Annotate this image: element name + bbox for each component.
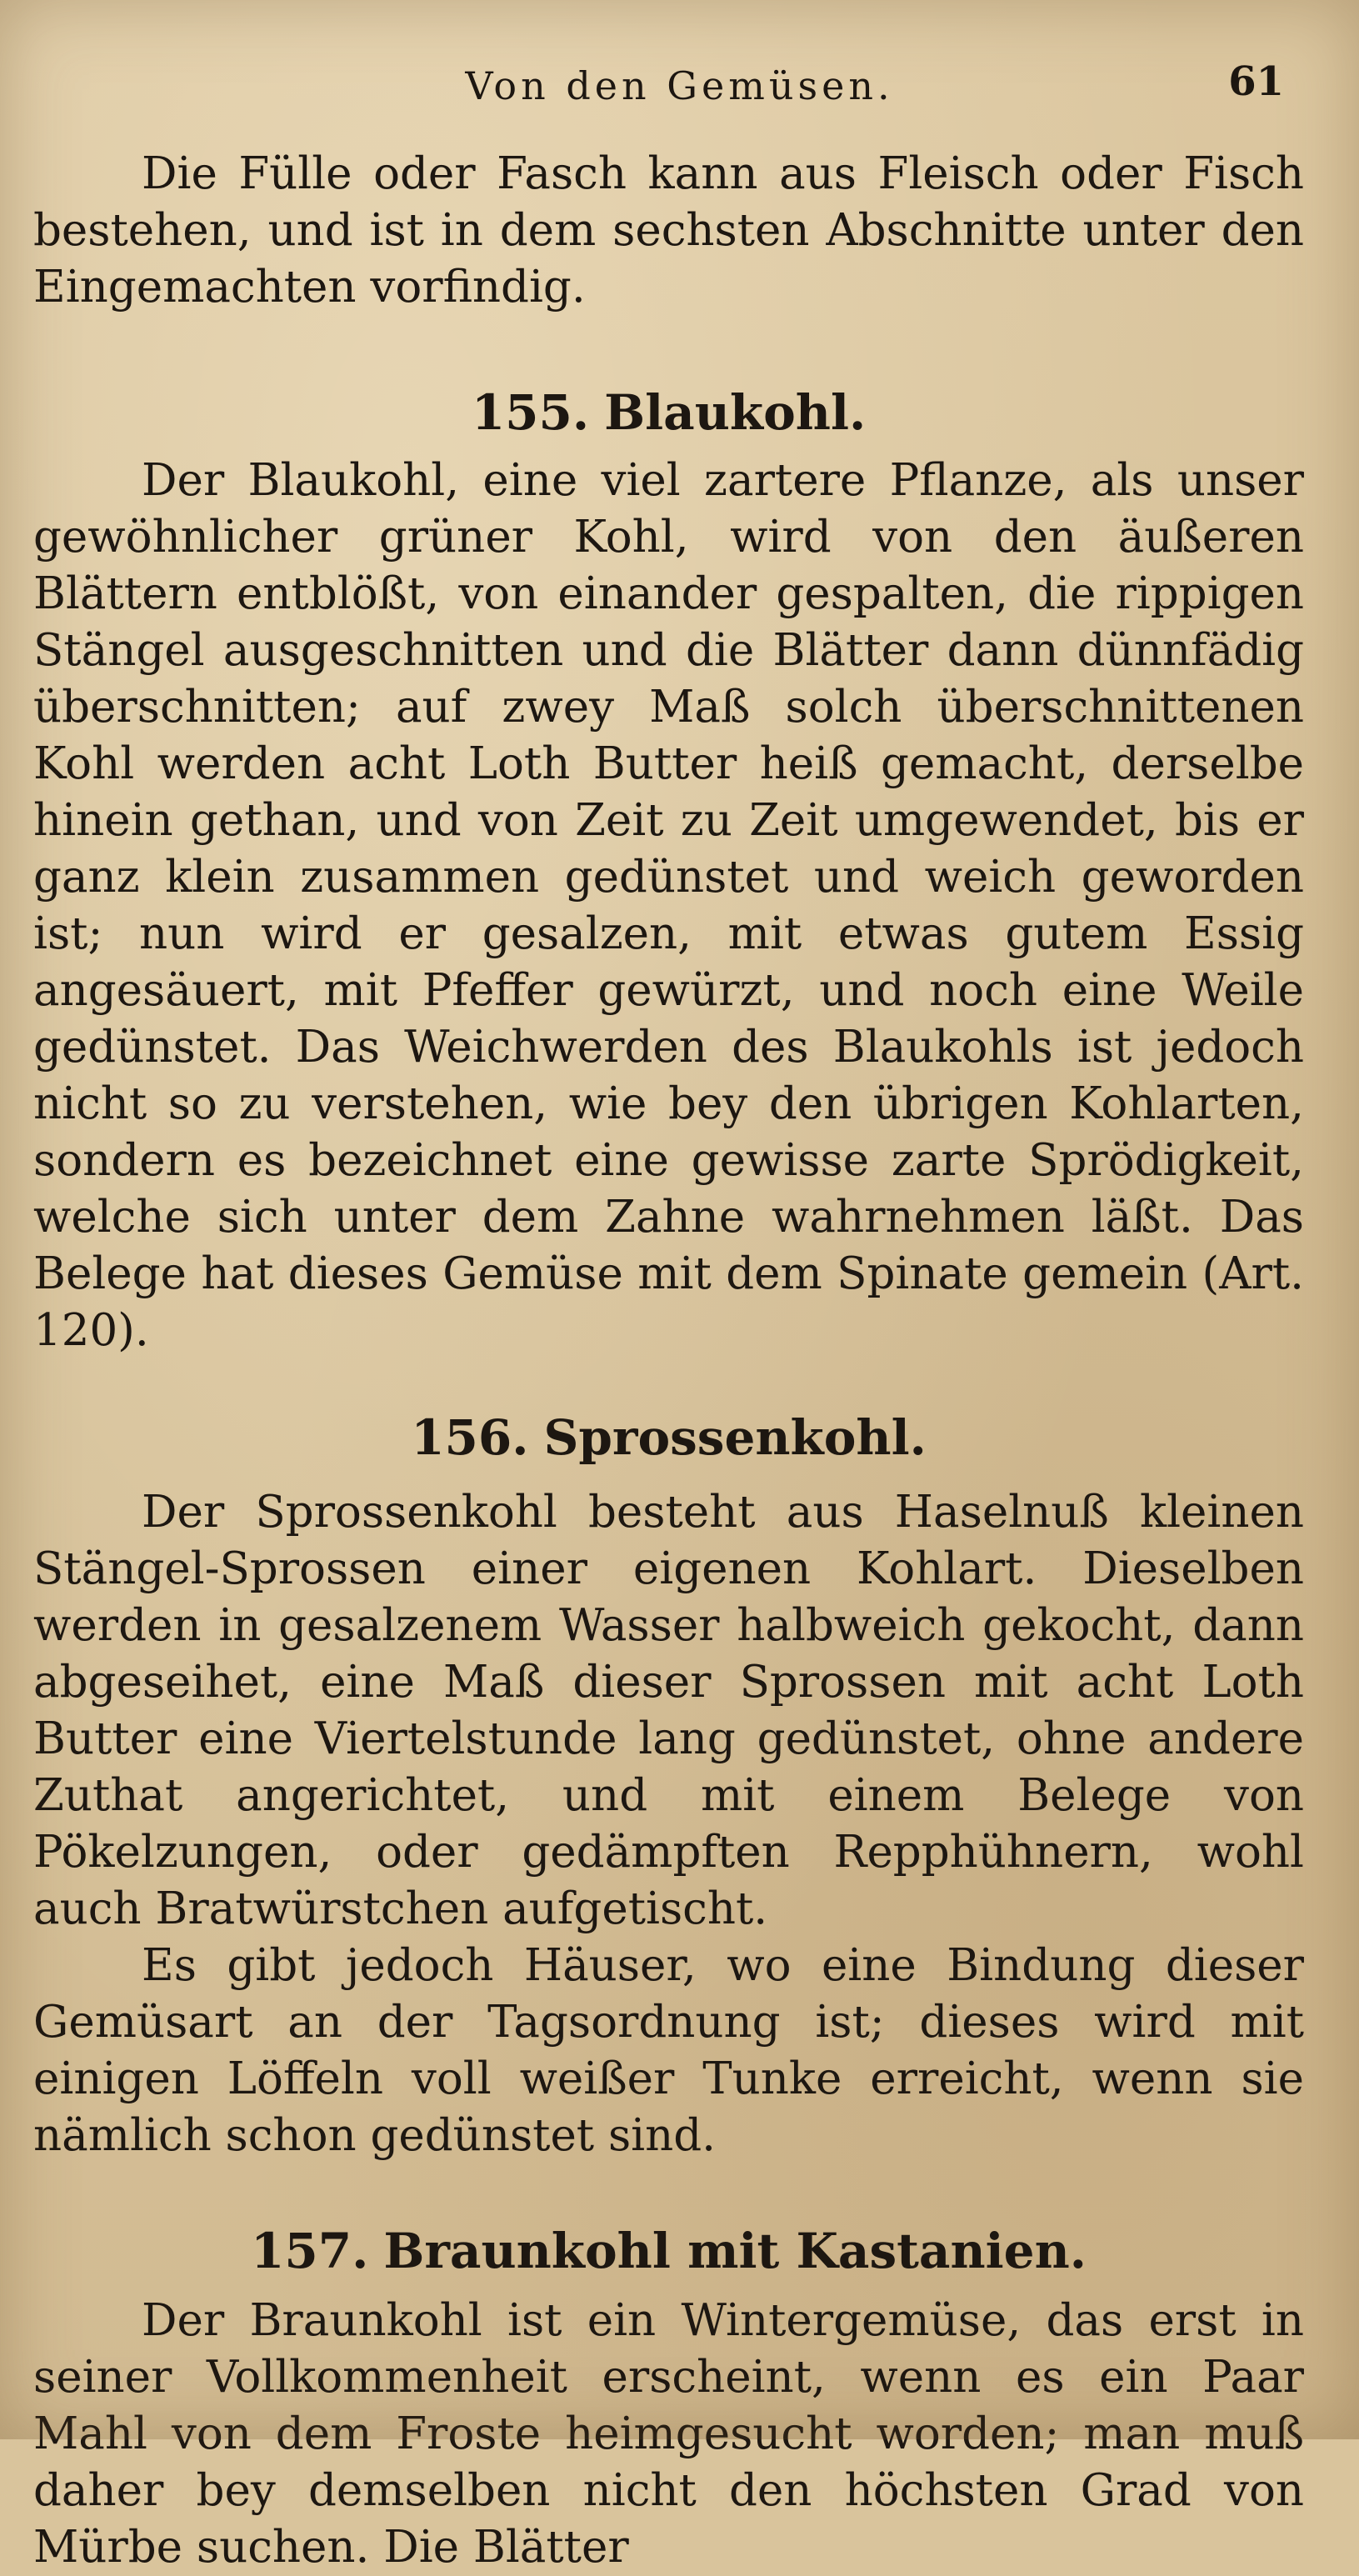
paragraph: Der Sprossenkohl besteht aus Haselnuß kleinen Stängel-Sprossen einer eigenen Kohlart. Dieselben werden in gesalzenem Wasser halbweich gekocht, dann abgeseihet, eine Maß dieser Sprossen mit acht Loth Butter eine Viertelstunde lang gedünstet, ohne andere Zuthat angerichtet, und mit einem Belege von Pökelzungen, oder gedämpften Repphühnern, wohl auch Bratwürstchen aufgetischt. bbox=[33, 1487, 1304, 1934]
section-number: 157. bbox=[251, 2223, 369, 2279]
section-heading-155 bbox=[33, 384, 1304, 441]
section-title: Blaukohl. bbox=[604, 384, 867, 441]
page-number: 61 bbox=[1228, 58, 1284, 105]
running-head: Von den Gemüsen. bbox=[465, 63, 894, 108]
section-heading-157 bbox=[33, 2223, 1304, 2279]
page-body bbox=[33, 146, 1304, 2576]
page-header bbox=[33, 58, 1326, 117]
section-title: Braunkohl mit Kastanien. bbox=[383, 2223, 1087, 2279]
section-title: Sprossenkohl. bbox=[543, 1409, 927, 1466]
section-number: 156. bbox=[411, 1409, 529, 1466]
paragraph: Der Blaukohl, eine viel zartere Pflanze, als unser gewöhnlicher grüner Kohl, wird von den äußeren Blättern entblößt, von einander gespalten, die rippigen Stängel ausgeschnitten und die Blätter dann dünnfädig überschnitten; auf zwey Maß solch überschnittenen Kohl werden acht Loth Butter heiß gemacht, derselbe hinein gethan, und von Zeit zu Zeit umgewendet, bis er ganz klein zusammen gedünstet und weich geworden ist; nun wird er gesalzen, mit etwas gutem Essig angesäuert, mit Pfeffer gewürzt, und noch eine Weile gedünstet. Das Weichwerden des Blaukohls ist jedoch nicht so zu verstehen, wie bey den übrigen Kohlarten, sondern es bezeichnet eine gewisse zarte Sprödigkeit, welche sich unter dem Zahne wahrnehmen läßt. Das Belege hat dieses Gemüse mit dem Spinate gemein (Art. 120). bbox=[33, 455, 1304, 1356]
paragraph: Der Braunkohl ist ein Wintergemüse, das erst in seiner Vollkommenheit erscheint, wenn es ein Paar Mahl von dem Froste heimgesucht worden; man muß daher bey demselben nicht den höchsten Grad von Mürbe suchen. Die Blätter bbox=[33, 2295, 1304, 2573]
section-number: 155. bbox=[471, 384, 590, 441]
section-heading-156 bbox=[33, 1409, 1304, 1466]
intro-paragraph: Die Fülle oder Fasch kann aus Fleisch oder Fisch bestehen, und ist in dem sechsten Abschnitte unter den Eingemachten vorfindig. bbox=[33, 148, 1304, 313]
paragraph: Es gibt jedoch Häuser, wo eine Bindung dieser Gemüsart an der Tagsordnung ist; dieses wird mit einigen Löffeln voll weißer Tunke erreicht, wenn sie nämlich schon gedünstet sind. bbox=[33, 1940, 1304, 2161]
